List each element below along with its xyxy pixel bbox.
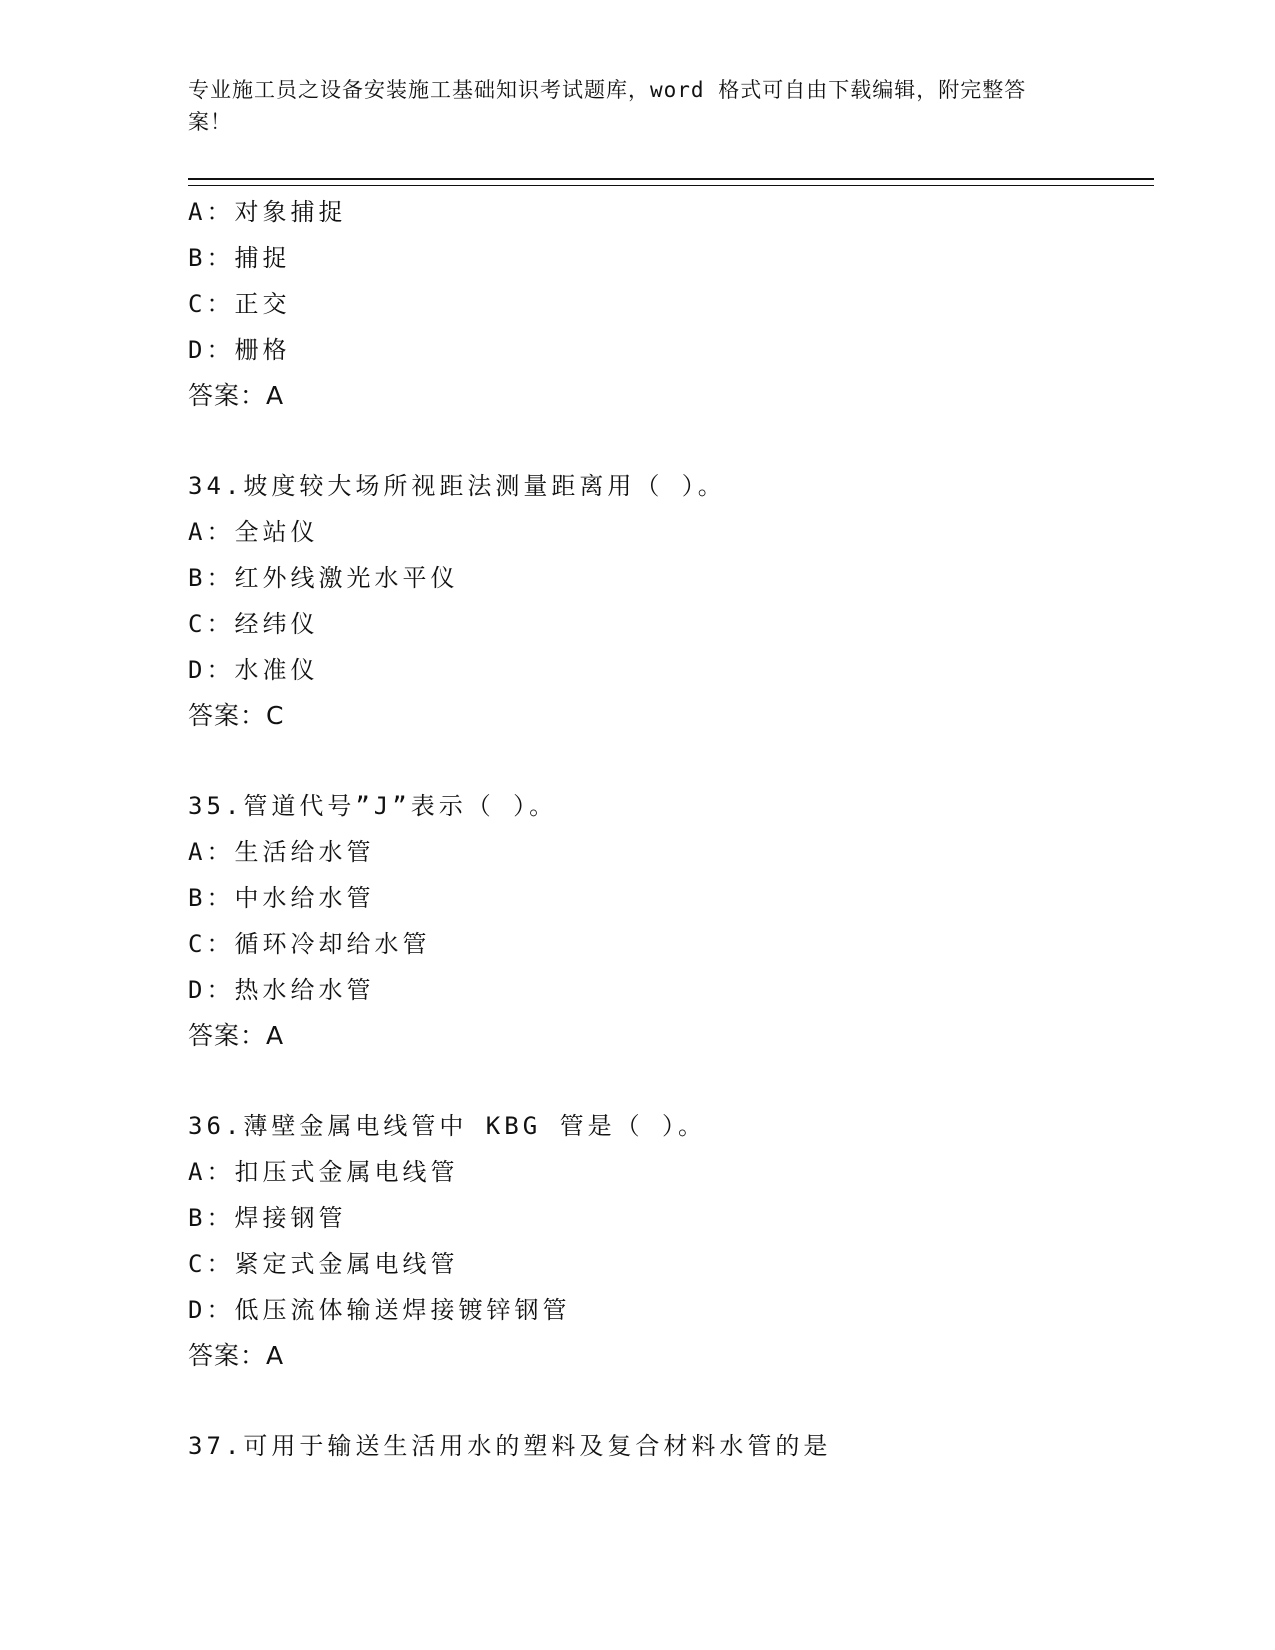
question-37: 37.可用于输送生活用水的塑料及复合材料水管的是 [188, 1432, 832, 1460]
page-header-text: 专业施工员之设备安装施工基础知识考试题库，word 格式可自由下载编辑，附完整答案！ [188, 78, 1027, 134]
option-c: C：循环冷却给水管 [188, 930, 431, 958]
question-36: 36.薄壁金属电线管中 KBG 管是（ ）。 [188, 1112, 707, 1140]
option-d: D：水准仪 [188, 656, 319, 684]
spacer [188, 419, 1148, 463]
spacer [188, 739, 1148, 783]
option-a: A：扣压式金属电线管 [188, 1158, 459, 1186]
question-34: 34.坡度较大场所视距法测量距离用（ ）。 [188, 472, 726, 500]
option-c: C：紧定式金属电线管 [188, 1250, 459, 1278]
option-c: C：经纬仪 [188, 610, 319, 638]
option-d: D：热水给水管 [188, 976, 375, 1004]
option-b: B：红外线激光水平仪 [188, 564, 459, 592]
option-a: A：全站仪 [188, 518, 319, 546]
answer-line: 答案：A [188, 381, 285, 410]
answer-line: 答案：A [188, 1021, 285, 1050]
option-d: D：低压流体输送焊接镀锌钢管 [188, 1296, 571, 1324]
option-b: B：中水给水管 [188, 884, 375, 912]
answer-line: 答案：C [188, 701, 285, 730]
option-b: B：捕捉 [188, 244, 291, 272]
option-d: D：栅格 [188, 336, 291, 364]
option-c: C：正交 [188, 290, 291, 318]
option-b: B：焊接钢管 [188, 1204, 347, 1232]
spacer [188, 1379, 1148, 1423]
option-a: A：对象捕捉 [188, 198, 347, 226]
option-a: A：生活给水管 [188, 838, 375, 866]
spacer [188, 1059, 1148, 1103]
question-35: 35.管道代号”J”表示（ ）。 [188, 792, 558, 820]
header-divider [188, 178, 1154, 186]
answer-line: 答案：A [188, 1341, 285, 1370]
question-list [188, 189, 1148, 1469]
